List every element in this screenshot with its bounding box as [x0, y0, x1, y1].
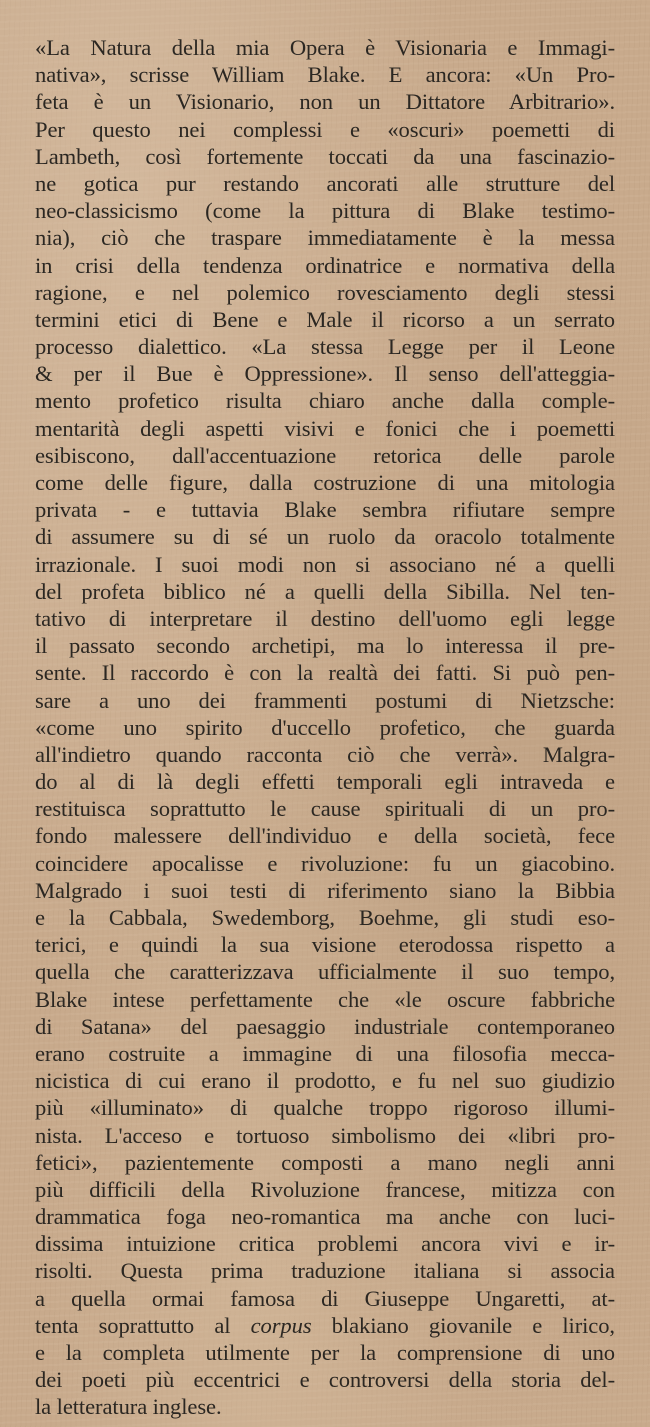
text-line: Lambeth, così fortemente toccati da una fascinazio-: [35, 143, 615, 169]
text-line: fetici», pazientemente composti a mano negli anni: [35, 1149, 615, 1175]
text-line: mentarità degli aspetti visivi e fonici che i poemetti: [35, 415, 615, 441]
text-line: in crisi della tendenza ordinatrice e normativa della: [35, 252, 615, 278]
text-line: come delle figure, dalla costruzione di una mitologia: [35, 470, 615, 495]
text-line: nativa», scrisse William Blake. E ancora: «Un Pro-: [35, 62, 615, 88]
text-line: «come uno spirito d'uccello profetico, che guarda: [35, 714, 615, 740]
text-line: privata - e tuttavia Blake sembra rifiutare sempre: [35, 497, 615, 523]
italic-term: corpus: [250, 1312, 312, 1338]
text-line: erano costruite a immagine di una filosofia mecca-: [35, 1040, 615, 1066]
text-line: del profeta biblico né a quelli della Sibilla. Nel ten-: [35, 578, 615, 604]
text-line: all'indietro quando racconta ciò che verrà». Malgra-: [35, 741, 615, 767]
text-line: & per il Bue è Oppressione». Il senso dell'atteggia-: [35, 361, 615, 387]
text-line: sare a uno dei frammenti postumi di Nietzsche:: [35, 687, 615, 713]
text-line: e la completa utilmente per la comprensione di uno: [35, 1340, 615, 1365]
text-line: drammatica foga neo-romantica ma anche con luci-: [35, 1204, 615, 1230]
text-line: feta è un Visionario, non un Dittatore Arbitrario».: [35, 89, 615, 115]
text-line: restituisca soprattutto le cause spirituali di un pro-: [35, 796, 615, 822]
text-line: più «illuminato» di qualche troppo rigoroso illumi-: [35, 1095, 615, 1121]
text-line: neo-classicismo (come la pittura di Blake testimo-: [35, 198, 615, 224]
text-line: esibiscono, dall'accentuazione retorica delle parole: [35, 442, 615, 468]
text-line: a quella ormai famosa di Giuseppe Ungaretti, at-: [35, 1285, 615, 1311]
text-line: Malgrado i suoi testi di riferimento siano la Bibbia: [35, 877, 615, 903]
text-line: quella che caratterizzava ufficialmente il suo tempo,: [35, 959, 615, 985]
text-line: nicistica di cui erano il prodotto, e fu nel suo giudizio: [35, 1068, 615, 1094]
text-line: nia), ciò che traspare immediatamente è la messa: [35, 225, 615, 251]
text-line: mento profetico risulta chiaro anche dalla comple-: [35, 388, 615, 414]
text-line: sente. Il raccordo è con la realtà dei fatti. Si può pen-: [35, 660, 615, 686]
text-line: di Satana» del paesaggio industriale contemporaneo: [35, 1013, 615, 1039]
text-line: do al di là degli effetti temporali egli intraveda e: [35, 769, 615, 795]
text-line: risolti. Questa prima traduzione italiana si associa: [35, 1258, 615, 1284]
text-line: più difficili della Rivoluzione francese, mitizza con: [35, 1176, 615, 1202]
text-line: terici, e quindi la sua visione eterodossa rispetto a: [35, 932, 615, 958]
text-line: nista. L'acceso e tortuoso simbolismo dei «libri pro-: [35, 1122, 615, 1148]
text-line: Blake intese perfettamente che «le oscure fabbriche: [35, 986, 615, 1012]
text-line: di assumere su di sé un ruolo da oracolo totalmente: [35, 524, 615, 550]
text-line: ne gotica pur restando ancorati alle strutture del: [35, 170, 615, 196]
text-line: dei poeti più eccentrici e controversi della storia del-: [35, 1367, 615, 1393]
text-line: la letteratura inglese.: [35, 1394, 222, 1420]
text-line: il passato secondo archetipi, ma lo interessa il pre-: [35, 633, 615, 659]
text-line: processo dialettico. «La stessa Legge per il Leone: [35, 334, 615, 360]
text-line: tativo di interpretare il destino dell'uomo egli legge: [35, 605, 615, 631]
text-line: fondo malessere dell'individuo e della società, fece: [35, 823, 615, 849]
text-line: «La Natura della mia Opera è Visionaria e Immagi-: [35, 35, 615, 60]
text-line: coincidere apocalisse e rivoluzione: fu un giacobino.: [35, 850, 615, 876]
text-line: termini etici di Bene e Male il ricorso a un serrato: [35, 306, 615, 332]
text-line: Per questo nei complessi e «oscuri» poemetti di: [35, 116, 615, 142]
text-line: dissima intuizione critica problemi ancora vivi e ir-: [35, 1231, 615, 1257]
blurb-paragraph: [35, 34, 615, 1421]
text-line: irrazionale. I suoi modi non si associano né a quelli: [35, 551, 615, 577]
text-line: e la Cabbala, Swedemborg, Boehme, gli studi eso-: [35, 905, 615, 930]
text-line: tenta soprattutto al corpus blakiano giovanile e lirico,: [35, 1312, 615, 1338]
text-line: ragione, e nel polemico rovesciamento degli stessi: [35, 279, 615, 305]
